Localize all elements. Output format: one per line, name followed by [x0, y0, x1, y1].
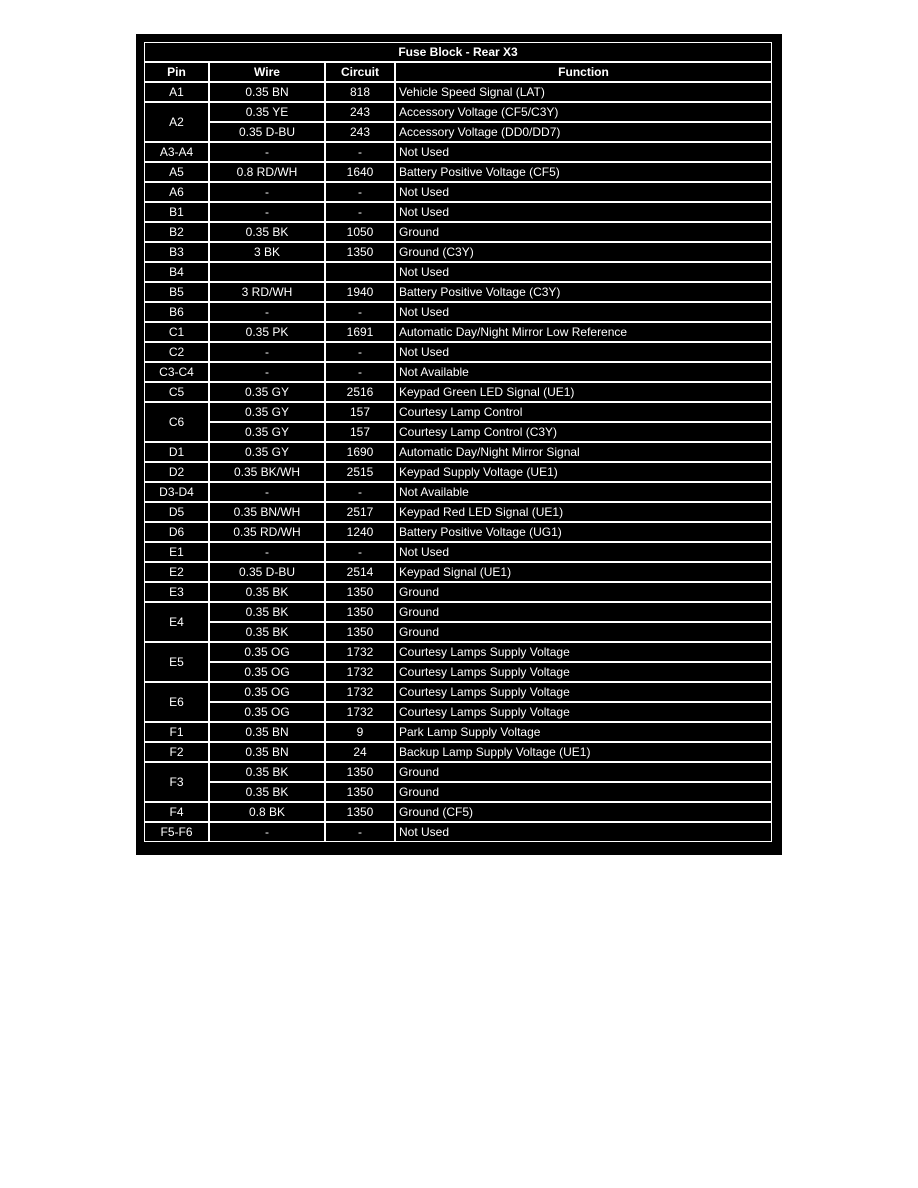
table-row — [144, 462, 772, 482]
table-row — [144, 142, 772, 162]
function-cell: Ground (C3Y) — [395, 242, 772, 262]
wire-cell: 0.35 BN/WH — [209, 502, 325, 522]
table-row — [144, 502, 772, 522]
pin-cell: B6 — [144, 302, 209, 322]
circuit-cell: 818 — [325, 82, 395, 102]
table-header-row — [144, 62, 772, 82]
wire-cell: 3 BK — [209, 242, 325, 262]
circuit-cell: 1732 — [325, 662, 395, 682]
pin-cell: F2 — [144, 742, 209, 762]
wire-cell: 0.35 RD/WH — [209, 522, 325, 542]
function-cell: Courtesy Lamps Supply Voltage — [395, 702, 772, 722]
function-cell: Not Used — [395, 142, 772, 162]
circuit-cell: 243 — [325, 122, 395, 142]
table-row — [144, 442, 772, 462]
pin-cell: B5 — [144, 282, 209, 302]
table-title-row — [144, 42, 772, 62]
function-cell: Not Available — [395, 482, 772, 502]
pin-cell: C6 — [144, 402, 209, 442]
circuit-cell: - — [325, 362, 395, 382]
wire-cell: 0.35 GY — [209, 402, 325, 422]
circuit-cell: 9 — [325, 722, 395, 742]
pinout-table — [144, 42, 772, 842]
function-cell: Courtesy Lamp Control (C3Y) — [395, 422, 772, 442]
pin-cell: A6 — [144, 182, 209, 202]
table-row — [144, 642, 772, 662]
header-wire: Wire — [209, 62, 325, 82]
pin-cell: B1 — [144, 202, 209, 222]
circuit-cell: - — [325, 542, 395, 562]
circuit-cell: 24 — [325, 742, 395, 762]
wire-cell: 0.35 OG — [209, 662, 325, 682]
function-cell: Backup Lamp Supply Voltage (UE1) — [395, 742, 772, 762]
wire-cell: 0.35 OG — [209, 682, 325, 702]
pin-cell: F3 — [144, 762, 209, 802]
wire-cell: - — [209, 482, 325, 502]
function-cell: Not Used — [395, 302, 772, 322]
wire-cell: 0.35 GY — [209, 422, 325, 442]
function-cell: Automatic Day/Night Mirror Signal — [395, 442, 772, 462]
table-row — [144, 282, 772, 302]
function-cell: Courtesy Lamps Supply Voltage — [395, 642, 772, 662]
table-row — [144, 322, 772, 342]
circuit-cell: 1350 — [325, 762, 395, 782]
table-row — [144, 202, 772, 222]
header-function: Function — [395, 62, 772, 82]
circuit-cell: 1350 — [325, 602, 395, 622]
wire-cell: - — [209, 202, 325, 222]
wire-cell: - — [209, 822, 325, 842]
wire-cell: 0.35 BN — [209, 82, 325, 102]
function-cell: Accessory Voltage (CF5/C3Y) — [395, 102, 772, 122]
function-cell: Battery Positive Voltage (C3Y) — [395, 282, 772, 302]
function-cell: Automatic Day/Night Mirror Low Reference — [395, 322, 772, 342]
function-cell: Not Used — [395, 182, 772, 202]
header-pin: Pin — [144, 62, 209, 82]
table-row — [144, 82, 772, 102]
table-row — [144, 302, 772, 322]
function-cell: Vehicle Speed Signal (LAT) — [395, 82, 772, 102]
pin-cell: C5 — [144, 382, 209, 402]
wire-cell: 0.35 BK — [209, 762, 325, 782]
function-cell: Keypad Green LED Signal (UE1) — [395, 382, 772, 402]
table-row — [144, 422, 772, 442]
wire-cell: 0.35 YE — [209, 102, 325, 122]
wire-cell: 0.35 BN — [209, 742, 325, 762]
function-cell: Battery Positive Voltage (CF5) — [395, 162, 772, 182]
function-cell: Courtesy Lamps Supply Voltage — [395, 662, 772, 682]
wire-cell: - — [209, 542, 325, 562]
wire-cell: 0.35 GY — [209, 382, 325, 402]
circuit-cell — [325, 262, 395, 282]
table-row — [144, 822, 772, 842]
circuit-cell: - — [325, 482, 395, 502]
pin-cell: F4 — [144, 802, 209, 822]
function-cell: Keypad Supply Voltage (UE1) — [395, 462, 772, 482]
circuit-cell: 1732 — [325, 702, 395, 722]
function-cell: Accessory Voltage (DD0/DD7) — [395, 122, 772, 142]
function-cell: Keypad Signal (UE1) — [395, 562, 772, 582]
table-row — [144, 482, 772, 502]
circuit-cell: 1940 — [325, 282, 395, 302]
function-cell: Not Used — [395, 542, 772, 562]
table-row — [144, 122, 772, 142]
wire-cell: 0.35 GY — [209, 442, 325, 462]
pin-cell: D2 — [144, 462, 209, 482]
circuit-cell: - — [325, 822, 395, 842]
pin-cell: A3-A4 — [144, 142, 209, 162]
table-row — [144, 262, 772, 282]
pin-cell: D5 — [144, 502, 209, 522]
wire-cell — [209, 262, 325, 282]
wire-cell: - — [209, 362, 325, 382]
pin-cell: F5-F6 — [144, 822, 209, 842]
wire-cell: - — [209, 302, 325, 322]
circuit-cell: 1350 — [325, 782, 395, 802]
function-cell: Ground — [395, 582, 772, 602]
circuit-cell: 2514 — [325, 562, 395, 582]
circuit-cell: 157 — [325, 422, 395, 442]
circuit-cell: 1050 — [325, 222, 395, 242]
wire-cell: 0.35 OG — [209, 702, 325, 722]
table-row — [144, 342, 772, 362]
function-cell: Ground — [395, 222, 772, 242]
table-row — [144, 522, 772, 542]
function-cell: Not Used — [395, 262, 772, 282]
pin-cell: A1 — [144, 82, 209, 102]
table-frame — [136, 34, 782, 855]
function-cell: Not Used — [395, 342, 772, 362]
table-row — [144, 782, 772, 802]
table-row — [144, 562, 772, 582]
wire-cell: 0.35 BK/WH — [209, 462, 325, 482]
table-row — [144, 242, 772, 262]
header-circuit: Circuit — [325, 62, 395, 82]
wire-cell: 0.35 BK — [209, 602, 325, 622]
table-row — [144, 662, 772, 682]
pin-cell: E3 — [144, 582, 209, 602]
table-row — [144, 182, 772, 202]
table-row — [144, 802, 772, 822]
circuit-cell: 1640 — [325, 162, 395, 182]
circuit-cell: - — [325, 142, 395, 162]
table-row — [144, 162, 772, 182]
circuit-cell: 157 — [325, 402, 395, 422]
wire-cell: 0.35 BK — [209, 782, 325, 802]
table-row — [144, 742, 772, 762]
wire-cell: 0.35 D-BU — [209, 562, 325, 582]
wire-cell: 3 RD/WH — [209, 282, 325, 302]
table-row — [144, 222, 772, 242]
function-cell: Not Used — [395, 822, 772, 842]
wire-cell: 0.35 BK — [209, 222, 325, 242]
table-title: Fuse Block - Rear X3 — [144, 42, 772, 62]
pin-cell: A5 — [144, 162, 209, 182]
circuit-cell: 1350 — [325, 622, 395, 642]
circuit-cell: - — [325, 302, 395, 322]
pin-cell: D1 — [144, 442, 209, 462]
wire-cell: - — [209, 342, 325, 362]
table-row — [144, 382, 772, 402]
wire-cell: 0.35 BN — [209, 722, 325, 742]
function-cell: Not Available — [395, 362, 772, 382]
table-row — [144, 542, 772, 562]
pin-cell: D3-D4 — [144, 482, 209, 502]
table-row — [144, 102, 772, 122]
pin-cell: A2 — [144, 102, 209, 142]
pin-cell: D6 — [144, 522, 209, 542]
function-cell: Ground — [395, 622, 772, 642]
table-row — [144, 402, 772, 422]
wire-cell: 0.8 RD/WH — [209, 162, 325, 182]
table-row — [144, 582, 772, 602]
wire-cell: - — [209, 182, 325, 202]
circuit-cell: 2515 — [325, 462, 395, 482]
circuit-cell: 1350 — [325, 582, 395, 602]
function-cell: Ground — [395, 762, 772, 782]
pin-cell: C2 — [144, 342, 209, 362]
circuit-cell: 1240 — [325, 522, 395, 542]
function-cell: Courtesy Lamps Supply Voltage — [395, 682, 772, 702]
table-row — [144, 602, 772, 622]
pin-cell: C1 — [144, 322, 209, 342]
function-cell: Ground — [395, 782, 772, 802]
pin-cell: E5 — [144, 642, 209, 682]
wire-cell: 0.35 BK — [209, 622, 325, 642]
circuit-cell: 1690 — [325, 442, 395, 462]
circuit-cell: 2516 — [325, 382, 395, 402]
circuit-cell: 1691 — [325, 322, 395, 342]
circuit-cell: - — [325, 342, 395, 362]
pin-cell: F1 — [144, 722, 209, 742]
table-row — [144, 702, 772, 722]
wire-cell: 0.35 D-BU — [209, 122, 325, 142]
pin-cell: E6 — [144, 682, 209, 722]
function-cell: Ground — [395, 602, 772, 622]
pin-cell: B4 — [144, 262, 209, 282]
table-body — [144, 82, 772, 842]
circuit-cell: 1350 — [325, 242, 395, 262]
circuit-cell: 1732 — [325, 642, 395, 662]
wire-cell: - — [209, 142, 325, 162]
pin-cell: E2 — [144, 562, 209, 582]
function-cell: Park Lamp Supply Voltage — [395, 722, 772, 742]
circuit-cell: 243 — [325, 102, 395, 122]
function-cell: Courtesy Lamp Control — [395, 402, 772, 422]
circuit-cell: - — [325, 182, 395, 202]
wire-cell: 0.35 PK — [209, 322, 325, 342]
function-cell: Battery Positive Voltage (UG1) — [395, 522, 772, 542]
function-cell: Not Used — [395, 202, 772, 222]
function-cell: Ground (CF5) — [395, 802, 772, 822]
wire-cell: 0.35 OG — [209, 642, 325, 662]
circuit-cell: 2517 — [325, 502, 395, 522]
table-row — [144, 682, 772, 702]
pin-cell: E1 — [144, 542, 209, 562]
circuit-cell: - — [325, 202, 395, 222]
wire-cell: 0.35 BK — [209, 582, 325, 602]
table-row — [144, 722, 772, 742]
pin-cell: C3-C4 — [144, 362, 209, 382]
pin-cell: B2 — [144, 222, 209, 242]
circuit-cell: 1350 — [325, 802, 395, 822]
wire-cell: 0.8 BK — [209, 802, 325, 822]
table-row — [144, 762, 772, 782]
pin-cell: B3 — [144, 242, 209, 262]
circuit-cell: 1732 — [325, 682, 395, 702]
function-cell: Keypad Red LED Signal (UE1) — [395, 502, 772, 522]
table-row — [144, 362, 772, 382]
pin-cell: E4 — [144, 602, 209, 642]
table-row — [144, 622, 772, 642]
